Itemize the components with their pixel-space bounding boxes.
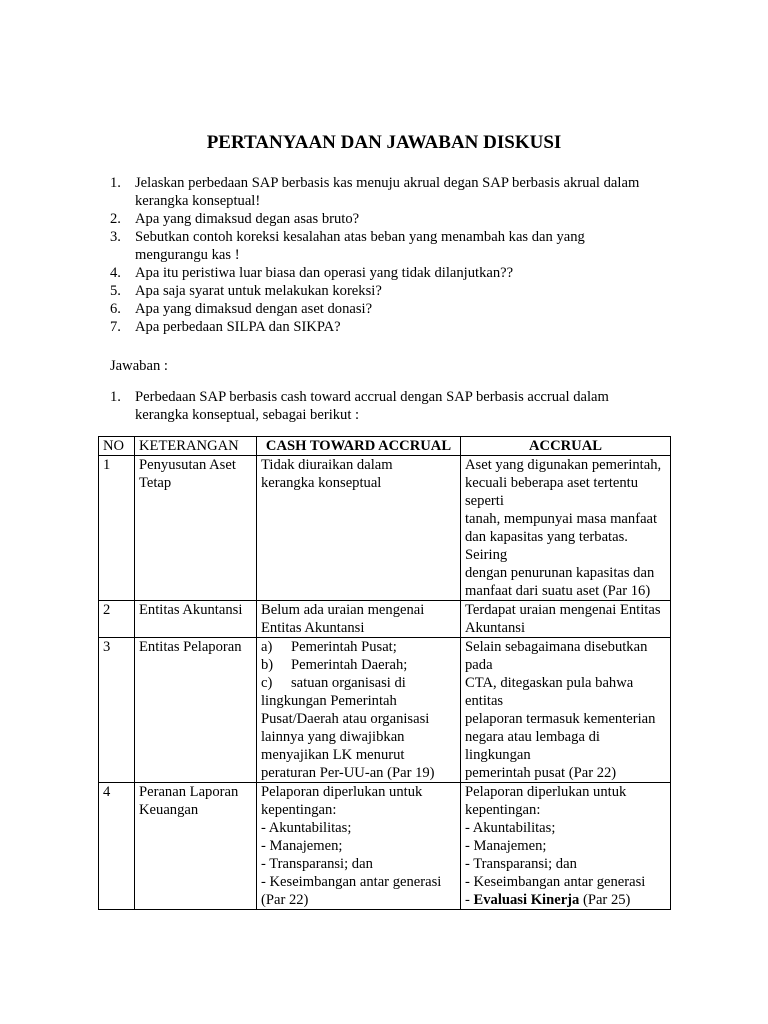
question-text: Apa saja syarat untuk melakukan koreksi? <box>135 283 382 299</box>
answer-text: kerangka konseptual, sebagai berikut : <box>135 407 360 423</box>
item-label: a) <box>261 639 273 655</box>
comparison-table <box>98 436 671 910</box>
answer-list <box>110 388 670 424</box>
header-no: NO <box>99 437 135 456</box>
cell-line: kepentingan: <box>465 802 541 818</box>
cell-line: Pusat/Daerah atau organisasi <box>261 711 430 727</box>
bold-text: Evaluasi Kinerja <box>473 892 580 908</box>
question-text: Apa yang dimaksud degan asas bruto? <box>135 211 360 227</box>
header-cash-toward-accrual: CASH TOWARD ACCRUAL <box>257 437 461 456</box>
list-item <box>110 318 690 336</box>
cell-line <box>261 638 456 656</box>
cell-line: lingkungan Pemerintah <box>261 693 397 709</box>
list-number: 5. <box>110 283 121 299</box>
cell-line: menyajikan LK menurut <box>261 747 405 763</box>
list-number: 6. <box>110 301 121 317</box>
cell-line: dengan penurunan kapasitas dan <box>465 565 655 581</box>
cell-line: - Manajemen; <box>261 838 343 854</box>
question-text: Sebutkan contoh koreksi kesalahan atas beban yang menambah kas dan yang <box>135 229 585 245</box>
table-row <box>99 638 671 783</box>
cell-line: Aset yang digunakan pemerintah, <box>465 457 662 473</box>
cell-line: lainnya yang diwajibkan <box>261 729 405 745</box>
question-text: mengurangu kas ! <box>135 247 240 263</box>
table-row <box>99 601 671 638</box>
header-accrual: ACCRUAL <box>461 437 671 456</box>
cell-line: Pelaporan diperlukan untuk <box>465 784 627 800</box>
cell-line: - Keseimbangan antar generasi <box>261 874 442 890</box>
item-text: Pemerintah Daerah; <box>291 657 408 673</box>
table-header-row <box>99 437 671 456</box>
cell-line: - Transparansi; dan <box>465 856 577 872</box>
cell-line: Terdapat uraian mengenai Entitas <box>465 602 661 618</box>
cell-line: - Manajemen; <box>465 838 547 854</box>
question-text: Apa itu peristiwa luar biasa dan operasi yang tidak dilanjutkan?? <box>135 265 514 281</box>
list-number: 1. <box>110 389 121 405</box>
jawaban-label: Jawaban : <box>110 358 168 374</box>
question-list <box>110 174 690 336</box>
list-number: 1. <box>110 175 121 191</box>
table-row <box>99 783 671 910</box>
item-label: c) <box>261 675 273 691</box>
question-text: Apa perbedaan SILPA dan SIKPA? <box>135 319 341 335</box>
cell-line: - Transparansi; dan <box>261 856 373 872</box>
cell-line: - Akuntabilitas; <box>261 820 352 836</box>
cell-line <box>261 656 456 674</box>
cell-line: peraturan Per-UU-an (Par 19) <box>261 765 435 781</box>
question-text: Jelaskan perbedaan SAP berbasis kas menuju akrual degan SAP berbasis akrual dalam <box>135 175 640 191</box>
answer-text: Perbedaan SAP berbasis cash toward accrual dengan SAP berbasis accrual dalam <box>135 389 609 405</box>
cell-keterangan: Peranan Laporan Keuangan <box>135 783 257 910</box>
cell-line <box>261 674 456 692</box>
cell-line: negara atau lembaga di lingkungan <box>465 729 600 763</box>
cell-line: pelaporan termasuk kementerian <box>465 711 656 727</box>
cell-accrual <box>461 783 671 910</box>
cell-no: 1 <box>99 456 135 601</box>
cell-line <box>465 891 666 909</box>
cell-line: - Keseimbangan antar generasi <box>465 874 646 890</box>
list-item <box>110 282 690 300</box>
cell-accrual <box>461 601 671 638</box>
cell-cash-toward-accrual <box>257 783 461 910</box>
cell-cash-toward-accrual <box>257 456 461 601</box>
cell-line: Selain sebagaimana disebutkan pada <box>465 639 648 673</box>
header-keterangan: KETERANGAN <box>135 437 257 456</box>
cell-line: CTA, ditegaskan pula bahwa entitas <box>465 675 634 709</box>
cell-line: kepentingan: <box>261 802 337 818</box>
cell-no: 3 <box>99 638 135 783</box>
cell-line: tanah, mempunyai masa manfaat <box>465 511 658 527</box>
list-number: 3. <box>110 229 121 245</box>
cell-line: Pelaporan diperlukan untuk <box>261 784 423 800</box>
cell-line: kerangka konseptual <box>261 475 382 491</box>
page-title: PERTANYAAN DAN JAWABAN DISKUSI <box>206 132 562 153</box>
cell-line: kecuali beberapa aset tertentu seperti <box>465 475 639 509</box>
cell-accrual <box>461 456 671 601</box>
cell-keterangan: Entitas Pelaporan <box>135 638 257 783</box>
cell-line: Akuntansi <box>465 620 525 636</box>
item-text: satuan organisasi di <box>291 675 406 691</box>
cell-line: - Akuntabilitas; <box>465 820 556 836</box>
cell-accrual <box>461 638 671 783</box>
list-number: 4. <box>110 265 121 281</box>
cell-cash-toward-accrual <box>257 638 461 783</box>
cell-line: dan kapasitas yang terbatas. Seiring <box>465 529 628 563</box>
cell-line: Entitas Akuntansi <box>261 620 365 636</box>
list-number: 2. <box>110 211 121 227</box>
cell-line: manfaat dari suatu aset (Par 16) <box>465 583 651 599</box>
question-text: Apa yang dimaksud dengan aset donasi? <box>135 301 373 317</box>
cell-keterangan: Penyusutan Aset Tetap <box>135 456 257 601</box>
list-number: 7. <box>110 319 121 335</box>
item-text: Pemerintah Pusat; <box>291 639 397 655</box>
cell-line: Belum ada uraian mengenai <box>261 602 425 618</box>
text-suffix: (Par 25) <box>579 892 631 908</box>
cell-line: (Par 22) <box>261 892 309 908</box>
cell-line: Tidak diuraikan dalam <box>261 457 393 473</box>
list-item <box>110 228 690 264</box>
list-item <box>110 388 670 424</box>
text-prefix: - <box>465 892 474 908</box>
cell-keterangan: Entitas Akuntansi <box>135 601 257 638</box>
table-row <box>99 456 671 601</box>
cell-no: 4 <box>99 783 135 910</box>
list-item <box>110 300 690 318</box>
list-item <box>110 264 690 282</box>
cell-cash-toward-accrual <box>257 601 461 638</box>
item-label: b) <box>261 657 274 673</box>
question-text: kerangka konseptual! <box>135 193 261 209</box>
list-item <box>110 210 690 228</box>
cell-line: pemerintah pusat (Par 22) <box>465 765 617 781</box>
cell-no: 2 <box>99 601 135 638</box>
list-item <box>110 174 690 210</box>
